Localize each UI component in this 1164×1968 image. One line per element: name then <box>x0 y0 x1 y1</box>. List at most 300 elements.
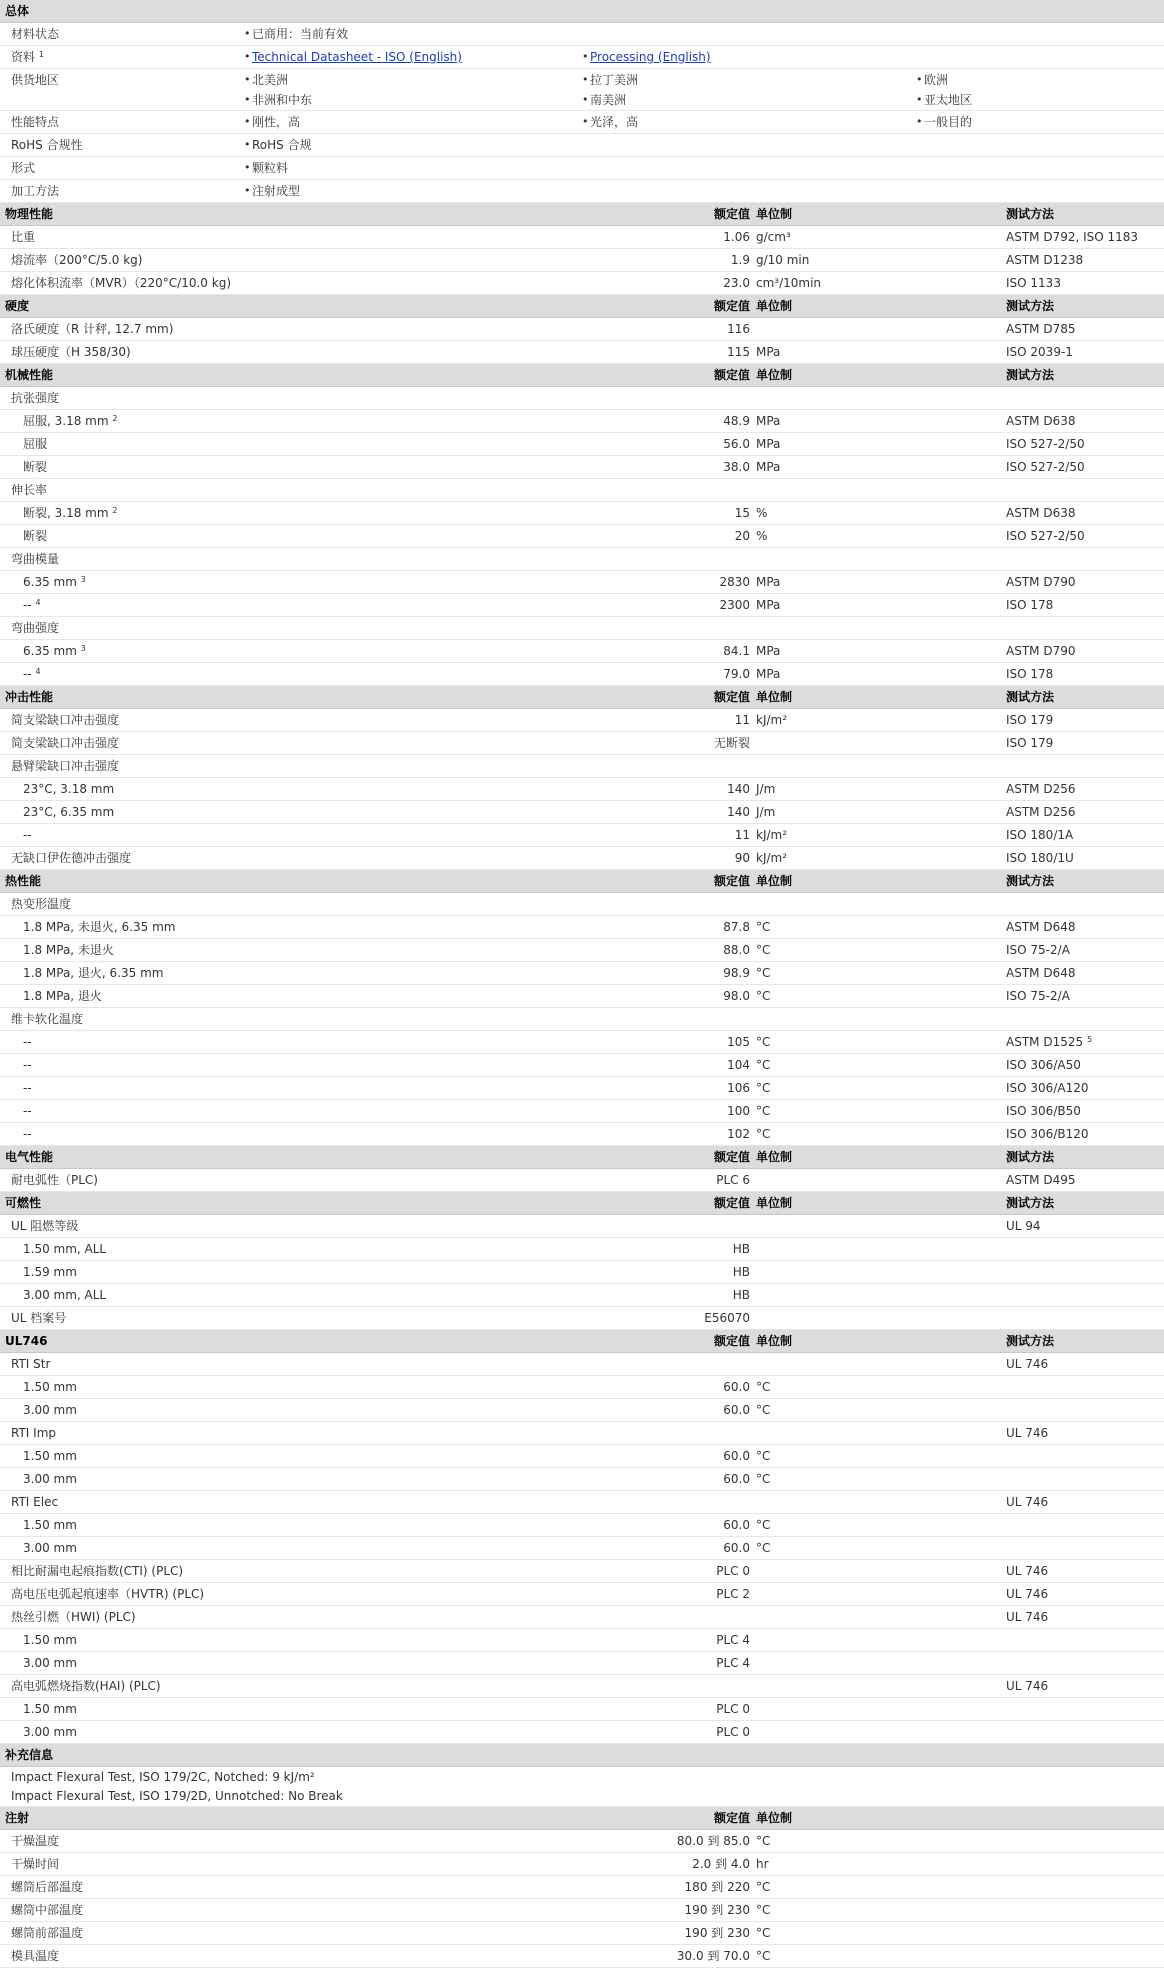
cell-value: 60.0 <box>723 1472 750 1486</box>
cell-method: UL 746 <box>1006 1426 1049 1440</box>
section-mechanical <box>0 364 1164 387</box>
prop-row <box>0 1537 1164 1560</box>
cell-method: ISO 306/B120 <box>1006 1127 1089 1141</box>
prop-row <box>0 663 1164 686</box>
cell-unit: °C <box>756 1472 771 1486</box>
prop-row <box>0 939 1164 962</box>
cell-unit: °C <box>756 1834 771 1848</box>
prop-row <box>0 1445 1164 1468</box>
section-hardness <box>0 295 1164 318</box>
section-electrical <box>0 1146 1164 1169</box>
cell-method: 测试方法 <box>1006 690 1055 704</box>
prop-row <box>0 1054 1164 1077</box>
cell-label: 弯曲模量 <box>11 552 60 566</box>
prop-row <box>0 640 1164 663</box>
group-label <box>0 548 1164 571</box>
cell-label: 1.50 mm, ALL <box>23 1242 107 1256</box>
link-technical-datasheet[interactable]: Technical Datasheet - ISO (English) <box>252 50 462 64</box>
cell-unit: °C <box>756 1926 771 1940</box>
cell-unit: °C <box>756 989 771 1003</box>
cell-label: 形式 <box>11 161 36 175</box>
cell-method: UL 746 <box>1006 1679 1049 1693</box>
cell-value: 87.8 <box>723 920 750 934</box>
cell-text: 亚太地区 <box>924 93 973 107</box>
cell-text: 屈服, 3.18 mm <box>23 414 109 428</box>
cell-label: -- <box>23 1081 32 1095</box>
cell-method: UL 746 <box>1006 1610 1049 1624</box>
cell-label: 性能特点 <box>11 115 60 129</box>
prop-row <box>0 985 1164 1008</box>
cell-method: ISO 179 <box>1006 713 1054 727</box>
cell-label: 1.59 mm <box>23 1265 77 1279</box>
cell-value: 90 <box>734 851 750 865</box>
cell-label: RTI Str <box>11 1357 51 1371</box>
cell-method: ASTM D792, ISO 1183 <box>1006 230 1139 244</box>
cell-label <box>23 644 86 658</box>
prop-row <box>0 1853 1164 1876</box>
bullet-icon: • <box>244 27 251 40</box>
cell-label: UL746 <box>5 1334 48 1348</box>
cell-label: 1.8 MPa, 退火, 6.35 mm <box>23 966 164 980</box>
prop-row <box>0 249 1164 272</box>
cell-method: UL 94 <box>1006 1219 1041 1233</box>
cell-label: UL 阻燃等级 <box>11 1219 79 1233</box>
bullet-icon: • <box>916 115 923 128</box>
cell-unit: 单位制 <box>756 1334 793 1348</box>
cell-value: 额定值 <box>713 1150 750 1164</box>
cell-label: 可燃性 <box>5 1196 42 1210</box>
cell-label: 球压硬度（H 358/30) <box>11 345 131 359</box>
section-supplement <box>0 1744 1164 1767</box>
cell-unit: 单位制 <box>756 207 793 221</box>
cell-label <box>23 575 86 589</box>
cell-value: 1.06 <box>723 230 750 244</box>
cell-value: 190 到 230 <box>684 1926 750 1940</box>
cell-label: 螺筒前部温度 <box>11 1926 84 1940</box>
cell-text: 6.35 mm <box>23 644 77 658</box>
cell-label: 冲击性能 <box>5 690 54 704</box>
cell-value: 140 <box>727 805 750 819</box>
prop-row <box>0 525 1164 548</box>
cell-value: 2300 <box>719 598 750 612</box>
cell-method: ISO 306/A50 <box>1006 1058 1081 1072</box>
cell-unit: MPa <box>756 575 781 589</box>
cell-label: 高电压电弧起痕速率（HVTR) (PLC) <box>11 1587 205 1601</box>
prop-row <box>0 1583 1164 1606</box>
prop-row <box>0 1721 1164 1744</box>
cell-value: 30.0 到 70.0 <box>676 1949 750 1963</box>
cell-method: ISO 527-2/50 <box>1006 529 1085 543</box>
cell-unit: MPa <box>756 345 781 359</box>
cell-value: 140 <box>727 782 750 796</box>
cell-method: 测试方法 <box>1006 1196 1055 1210</box>
bullet-icon: • <box>244 93 251 106</box>
prop-row <box>0 571 1164 594</box>
row-form <box>0 157 1164 180</box>
group-label <box>0 387 1164 410</box>
cell-method: 测试方法 <box>1006 207 1055 221</box>
cell-value: 102 <box>727 1127 750 1141</box>
cell-text: 6.35 mm <box>23 575 77 589</box>
cell-value: 60.0 <box>723 1380 750 1394</box>
footnote-ref: 3 <box>80 575 86 584</box>
cell-label: 弯曲强度 <box>11 621 60 635</box>
cell-value: 98.0 <box>723 989 750 1003</box>
cell-method: ISO 527-2/50 <box>1006 437 1085 451</box>
prop-row <box>0 962 1164 985</box>
cell-method: ASTM D638 <box>1006 506 1076 520</box>
row-regions <box>0 69 1164 111</box>
cell-value: PLC 0 <box>716 1564 750 1578</box>
cell-label <box>11 50 44 64</box>
cell-label: 3.00 mm <box>23 1725 77 1739</box>
prop-row <box>0 1652 1164 1675</box>
row-rohs <box>0 134 1164 157</box>
cell-unit: 单位制 <box>756 299 793 313</box>
cell-method: UL 746 <box>1006 1587 1049 1601</box>
cell-value: 80.0 到 85.0 <box>676 1834 750 1848</box>
cell-value: 98.9 <box>723 966 750 980</box>
cell-value: 额定值 <box>713 299 750 313</box>
cell-label: 材料状态 <box>11 27 60 41</box>
prop-row <box>0 709 1164 732</box>
cell-label: 1.50 mm <box>23 1518 77 1532</box>
cell-label: 物理性能 <box>5 207 54 221</box>
cell-label: 干燥时间 <box>11 1857 60 1871</box>
cell-label: 补充信息 <box>5 1748 54 1762</box>
cell-unit: °C <box>756 1903 771 1917</box>
cell-label: 比重 <box>11 230 36 244</box>
prop-row <box>0 1238 1164 1261</box>
cell-label: 1.50 mm <box>23 1702 77 1716</box>
cell-text: 北美洲 <box>252 73 289 87</box>
cell-method: 测试方法 <box>1006 1334 1055 1348</box>
cell-unit: kJ/m² <box>756 713 788 727</box>
prop-row <box>0 1261 1164 1284</box>
group-label <box>0 1606 1164 1629</box>
section-overview <box>0 0 1164 23</box>
cell-method: ASTM D256 <box>1006 782 1076 796</box>
cell-label: 加工方法 <box>11 184 60 198</box>
cell-unit: 单位制 <box>756 1196 793 1210</box>
cell-method: ISO 180/1U <box>1006 851 1074 865</box>
prop-row <box>0 502 1164 525</box>
cell-value: HB <box>732 1242 750 1256</box>
cell-label: 耐电弧性（PLC) <box>11 1173 98 1187</box>
cell-value: 48.9 <box>723 414 750 428</box>
cell-label: 1.8 MPa, 未退火 <box>23 943 114 957</box>
cell-label: 3.00 mm <box>23 1656 77 1670</box>
cell-method: ISO 306/B50 <box>1006 1104 1081 1118</box>
cell-label: 断裂 <box>23 529 48 543</box>
group-label <box>0 893 1164 916</box>
bullet-icon: • <box>244 161 251 174</box>
cell-value: PLC 6 <box>716 1173 750 1187</box>
section-physical <box>0 203 1164 226</box>
footnote-ref: 5 <box>1086 1035 1093 1044</box>
cell-label: 23°C, 6.35 mm <box>23 805 115 819</box>
cell-unit: 单位制 <box>756 690 793 704</box>
cell-text: 颗粒料 <box>252 161 289 175</box>
cell-label: RTI Elec <box>11 1495 59 1509</box>
cell-text: 注射成型 <box>252 184 301 198</box>
cell-label: 注射 <box>5 1811 30 1825</box>
cell-method: ASTM D790 <box>1006 644 1076 658</box>
group-label <box>0 479 1164 502</box>
prop-row <box>0 916 1164 939</box>
cell-text: 南美洲 <box>590 93 627 107</box>
cell-value: PLC 2 <box>716 1587 750 1601</box>
footnote-ref: 4 <box>35 667 41 676</box>
cell-label: 热丝引燃（HWI) (PLC) <box>11 1610 136 1624</box>
cell-unit: °C <box>756 1949 771 1963</box>
cell-method <box>1006 1035 1092 1049</box>
cell-unit: MPa <box>756 598 781 612</box>
group-label <box>0 1215 1164 1238</box>
prop-row <box>0 847 1164 870</box>
cell-unit: 单位制 <box>756 1811 793 1825</box>
cell-unit: °C <box>756 1380 771 1394</box>
cell-value: 106 <box>727 1081 750 1095</box>
prop-row <box>0 1468 1164 1491</box>
cell-method: ISO 75-2/A <box>1006 989 1070 1003</box>
cell-text: 光泽，高 <box>590 115 639 129</box>
prop-row <box>0 1698 1164 1721</box>
cell-label: 熔化体积流率（MVR）（220°C/10.0 kg) <box>11 276 232 290</box>
cell-label: 无缺口伊佐德冲击强度 <box>11 851 132 865</box>
cell-text: 一般目的 <box>924 115 973 129</box>
section-flammability <box>0 1192 1164 1215</box>
cell-label: Impact Flexural Test, ISO 179/2D, Unnotched: No Break <box>11 1789 343 1803</box>
cell-value: PLC 0 <box>716 1702 750 1716</box>
cell-method: UL 746 <box>1006 1357 1049 1371</box>
cell-method: 测试方法 <box>1006 368 1055 382</box>
prop-row <box>0 1899 1164 1922</box>
cell-method: UL 746 <box>1006 1495 1049 1509</box>
group-label <box>0 1491 1164 1514</box>
prop-row <box>0 1031 1164 1054</box>
cell-value: 60.0 <box>723 1541 750 1555</box>
cell-label: 简支梁缺口冲击强度 <box>11 713 120 727</box>
prop-row <box>0 801 1164 824</box>
cell-unit: 单位制 <box>756 368 793 382</box>
cell-method: ASTM D785 <box>1006 322 1076 336</box>
cell-label: 3.00 mm <box>23 1403 77 1417</box>
cell-text: 已商用：当前有效 <box>252 27 349 41</box>
cell-label: 1.8 MPa, 退火 <box>23 989 102 1003</box>
cell-unit: °C <box>756 1035 771 1049</box>
prop-row <box>0 226 1164 249</box>
prop-row <box>0 1399 1164 1422</box>
group-label <box>0 1353 1164 1376</box>
cell-value: 额定值 <box>713 1811 750 1825</box>
cell-value: 23.0 <box>723 276 750 290</box>
prop-row <box>0 456 1164 479</box>
cell-unit: cm³/10min <box>756 276 822 290</box>
prop-row <box>0 594 1164 617</box>
cell-value: 104 <box>727 1058 750 1072</box>
cell-unit: % <box>756 506 768 520</box>
cell-method: UL 746 <box>1006 1564 1049 1578</box>
cell-label: 热变形温度 <box>11 897 72 911</box>
cell-unit: hr <box>756 1857 769 1871</box>
cell-method: ISO 75-2/A <box>1006 943 1070 957</box>
cell-label: 螺筒中部温度 <box>11 1903 84 1917</box>
cell-label: 电气性能 <box>5 1150 54 1164</box>
cell-label: RoHS 合规性 <box>11 138 83 152</box>
cell-text: 欧洲 <box>924 73 949 87</box>
cell-label: 维卡软化温度 <box>11 1012 84 1026</box>
cell-value: 1.9 <box>730 253 750 267</box>
cell-label: 洛氏硬度（R 计秤, 12.7 mm) <box>11 322 174 336</box>
cell-unit: 单位制 <box>756 874 793 888</box>
cell-method: ISO 306/A120 <box>1006 1081 1089 1095</box>
cell-unit: kJ/m² <box>756 851 788 865</box>
cell-value: 105 <box>727 1035 750 1049</box>
cell-label: 屈服 <box>23 437 48 451</box>
cell-value: 38.0 <box>723 460 750 474</box>
cell-label: 硬度 <box>5 299 30 313</box>
cell-value: 60.0 <box>723 1403 750 1417</box>
row-process <box>0 180 1164 203</box>
cell-label <box>23 506 117 520</box>
cell-text: -- <box>23 598 32 612</box>
link-processing[interactable]: Processing (English) <box>590 50 711 64</box>
cell-method: 测试方法 <box>1006 299 1055 313</box>
footnote-ref: 4 <box>35 598 41 607</box>
cell-label: Impact Flexural Test, ISO 179/2C, Notched: 9 kJ/m² <box>11 1770 315 1784</box>
cell-label: 相比耐漏电起痕指数(CTI) (PLC) <box>11 1564 184 1578</box>
cell-text: -- <box>23 667 32 681</box>
cell-label: 1.50 mm <box>23 1449 77 1463</box>
group-label <box>0 755 1164 778</box>
cell-label: 干燥温度 <box>11 1834 60 1848</box>
bullet-icon: • <box>244 50 251 63</box>
cell-label: 螺筒后部温度 <box>11 1880 84 1894</box>
cell-unit: °C <box>756 1403 771 1417</box>
cell-method: 测试方法 <box>1006 1150 1055 1164</box>
cell-text: 断裂, 3.18 mm <box>23 506 109 520</box>
cell-method: ISO 178 <box>1006 598 1054 612</box>
cell-label <box>23 414 117 428</box>
cell-method: ASTM D790 <box>1006 575 1076 589</box>
prop-row <box>0 433 1164 456</box>
bullet-icon: • <box>244 73 251 86</box>
cell-unit: °C <box>756 966 771 980</box>
cell-text: 拉丁美洲 <box>590 73 639 87</box>
prop-row <box>0 1376 1164 1399</box>
cell-value: 15 <box>734 506 750 520</box>
cell-unit: MPa <box>756 667 781 681</box>
footnote-ref: 2 <box>112 414 118 423</box>
cell-value: 180 到 220 <box>684 1880 750 1894</box>
cell-value: PLC 4 <box>716 1633 750 1647</box>
cell-value: 56.0 <box>723 437 750 451</box>
section-thermal <box>0 870 1164 893</box>
cell-label: 1.8 MPa, 未退火, 6.35 mm <box>23 920 176 934</box>
cell-label: 高电弧燃烧指数(HAI) (PLC) <box>11 1679 161 1693</box>
cell-unit: °C <box>756 1104 771 1118</box>
cell-label: -- <box>23 1104 32 1118</box>
cell-value: 115 <box>727 345 750 359</box>
cell-unit: °C <box>756 1127 771 1141</box>
supplement-notes <box>0 1767 1164 1807</box>
group-label <box>0 1675 1164 1698</box>
prop-row <box>0 1077 1164 1100</box>
cell-label: 模具温度 <box>11 1949 60 1963</box>
cell-value: HB <box>732 1265 750 1279</box>
group-label <box>0 1422 1164 1445</box>
cell-unit: MPa <box>756 414 781 428</box>
cell-unit: °C <box>756 1541 771 1555</box>
prop-row <box>0 1307 1164 1330</box>
cell-unit: MPa <box>756 437 781 451</box>
cell-unit: MPa <box>756 644 781 658</box>
prop-row <box>0 1876 1164 1899</box>
prop-row <box>0 318 1164 341</box>
bullet-icon: • <box>244 184 251 197</box>
cell-text: RoHS 合规 <box>252 138 312 152</box>
bullet-icon: • <box>582 93 589 106</box>
footnote-ref: 3 <box>80 644 86 653</box>
cell-value: 额定值 <box>713 874 750 888</box>
bullet-icon: • <box>582 73 589 86</box>
prop-row <box>0 1945 1164 1968</box>
cell-value: PLC 4 <box>716 1656 750 1670</box>
cell-label: 1.50 mm <box>23 1633 77 1647</box>
cell-unit: °C <box>756 1880 771 1894</box>
prop-row <box>0 824 1164 847</box>
bullet-icon: • <box>916 73 923 86</box>
cell-unit: °C <box>756 1081 771 1095</box>
cell-unit: 单位制 <box>756 1150 793 1164</box>
cell-value: 无断裂 <box>713 736 750 750</box>
cell-unit: J/m <box>756 782 776 796</box>
cell-label: -- <box>23 1035 32 1049</box>
cell-value: 11 <box>734 828 750 842</box>
prop-row <box>0 1169 1164 1192</box>
cell-label: 供货地区 <box>11 73 60 87</box>
prop-row <box>0 1560 1164 1583</box>
cell-value: 79.0 <box>723 667 750 681</box>
cell-label: 3.00 mm, ALL <box>23 1288 107 1302</box>
section-impact <box>0 686 1164 709</box>
prop-row <box>0 1123 1164 1146</box>
cell-label: 伸长率 <box>11 483 48 497</box>
cell-method: ISO 178 <box>1006 667 1054 681</box>
cell-label: 断裂 <box>23 460 48 474</box>
cell-label: 悬臂梁缺口冲击强度 <box>11 759 120 773</box>
cell-label: 3.00 mm <box>23 1472 77 1486</box>
cell-value: 额定值 <box>713 690 750 704</box>
cell-value: 88.0 <box>723 943 750 957</box>
cell-method: ISO 180/1A <box>1006 828 1074 842</box>
prop-row <box>0 1830 1164 1853</box>
cell-label: 热性能 <box>5 874 42 888</box>
prop-row <box>0 1100 1164 1123</box>
cell-value: HB <box>732 1288 750 1302</box>
prop-row <box>0 272 1164 295</box>
cell-label: UL 档案号 <box>11 1311 67 1325</box>
cell-label: 1.50 mm <box>23 1380 77 1394</box>
cell-unit: % <box>756 529 768 543</box>
prop-row <box>0 1629 1164 1652</box>
prop-row <box>0 1922 1164 1945</box>
cell-value: 2.0 到 4.0 <box>692 1857 750 1871</box>
cell-unit: MPa <box>756 460 781 474</box>
cell-method: ASTM D495 <box>1006 1173 1076 1187</box>
cell-label: RTI Imp <box>11 1426 56 1440</box>
